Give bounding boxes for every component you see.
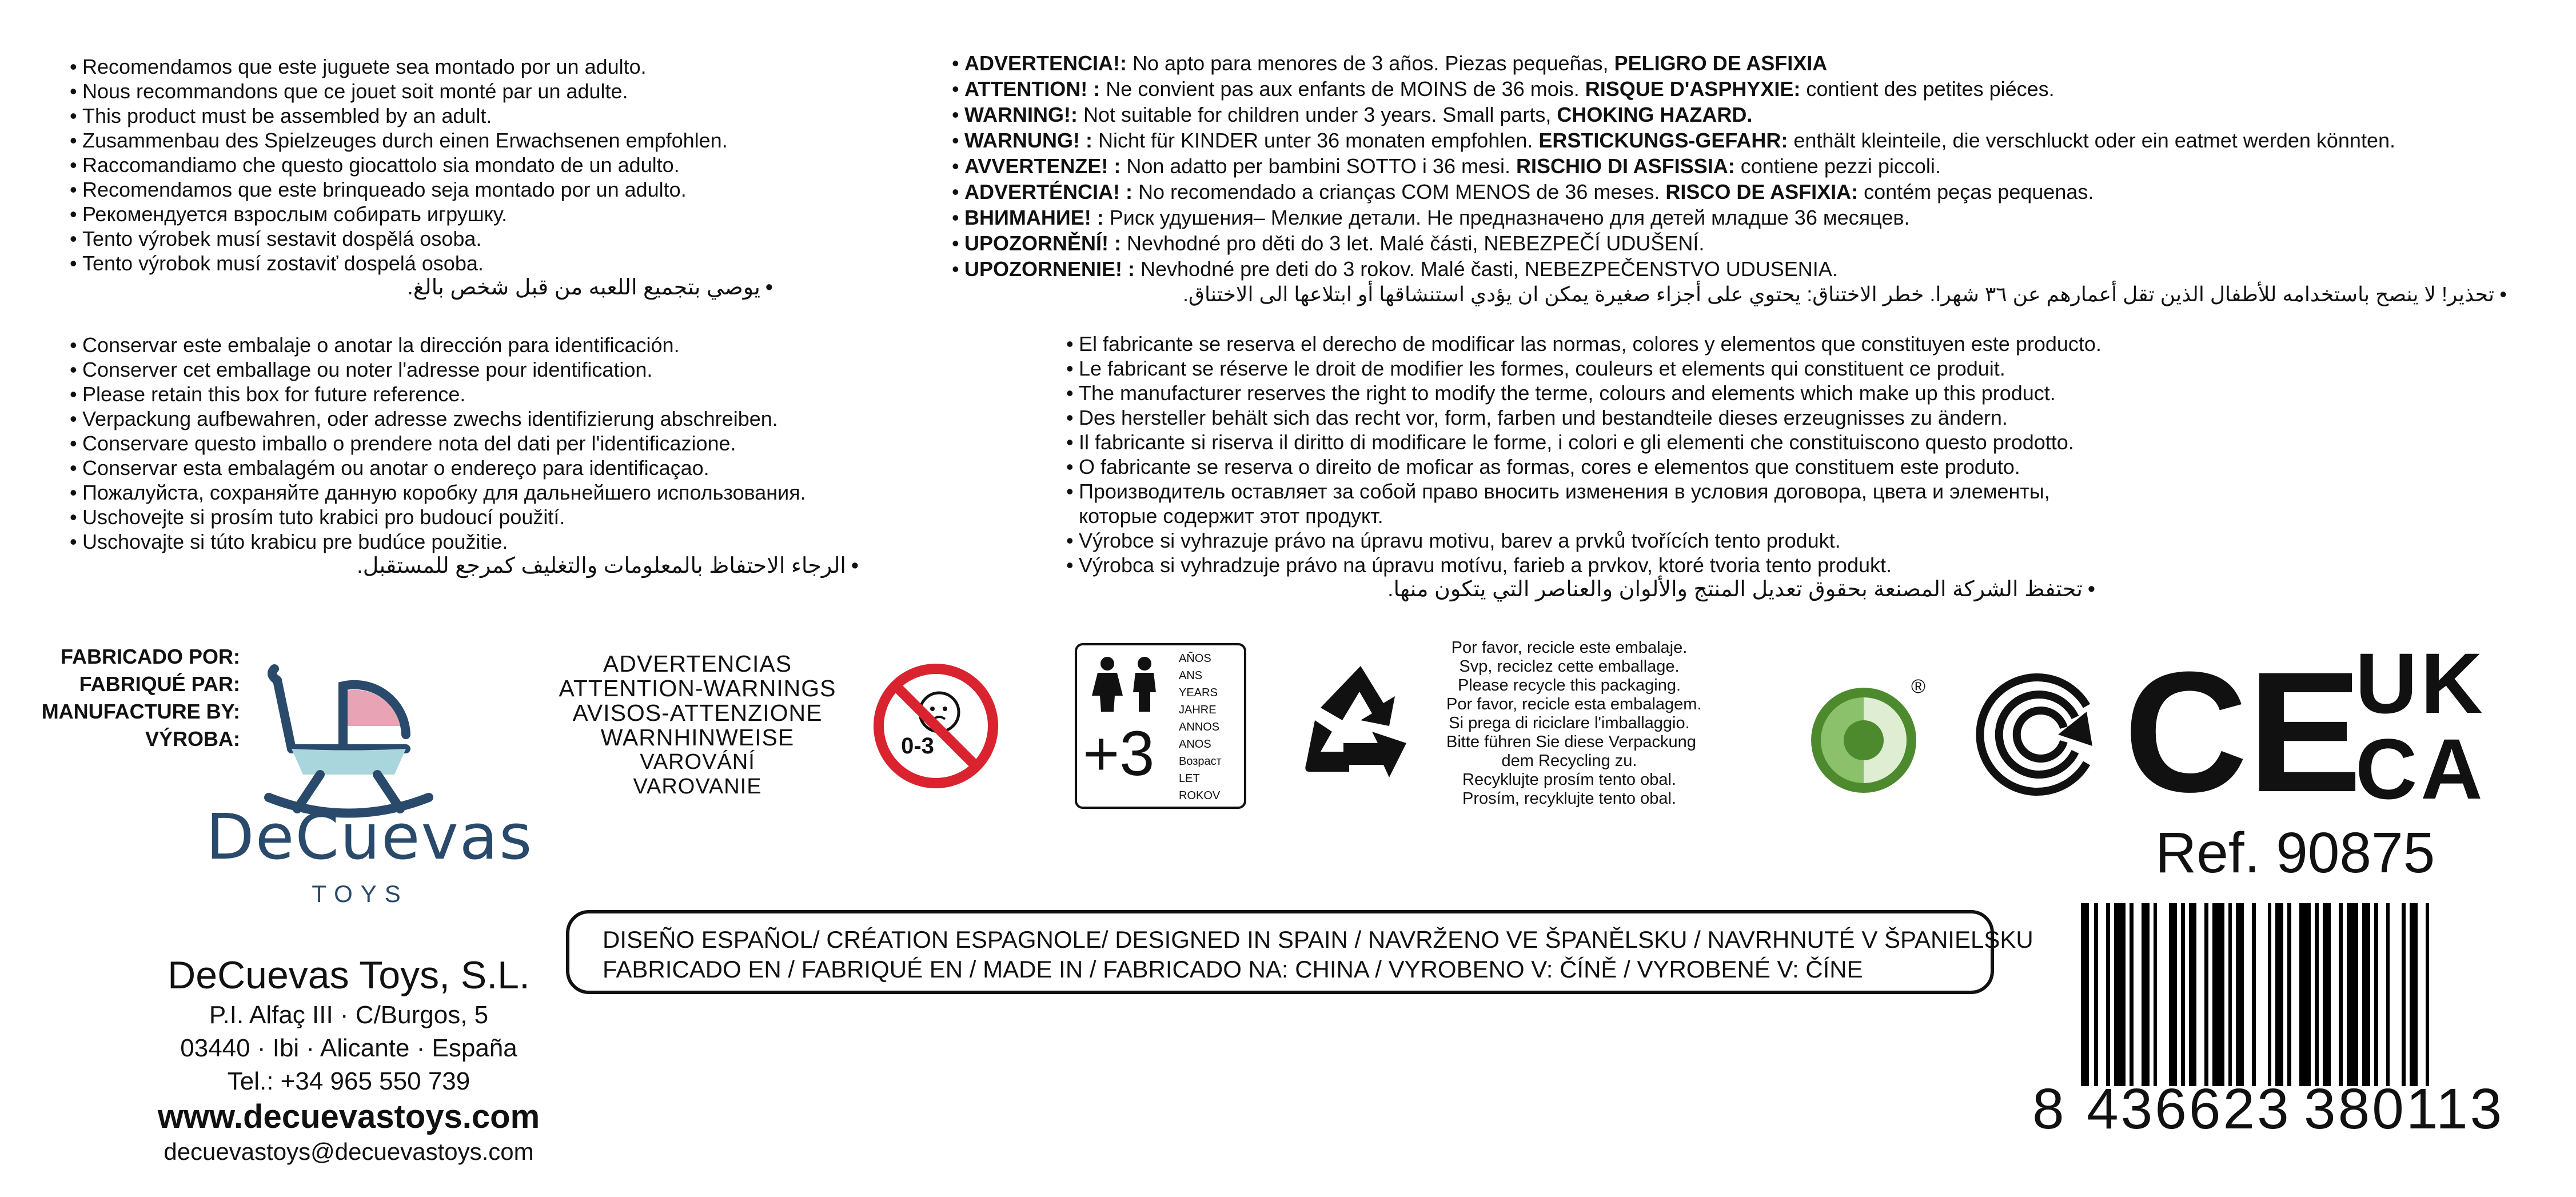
warning-item	[952, 153, 2507, 179]
registered-mark: ®	[1911, 676, 1926, 697]
barcode-bar	[2189, 903, 2197, 1086]
triman-icon	[1972, 666, 2115, 803]
warning-rest: contém peças pequenas.	[1858, 180, 2094, 204]
safety-warnings	[952, 50, 2507, 306]
recycle-line: Prosím, recyklujte tento obal.	[1462, 789, 1676, 808]
ukca-mark	[2355, 635, 2515, 817]
recycle-line: Bitte führen Sie diese Verpackung	[1446, 733, 1696, 751]
recycle-line: Por favor, recicle este embalaje.	[1451, 639, 1688, 657]
warning-item	[952, 205, 2507, 230]
warning-text: Nevhodné pro děti do 3 let. Malé části, NEBEZPEČÍ UDUŠENÍ.	[1121, 232, 1705, 255]
list-item: • O fabricante se reserva o direito de moficar as formas, cores e elementos que constituem este produto.	[1066, 454, 2102, 479]
barcode-bar	[2252, 903, 2256, 1086]
list-item: • Verpackung aufbewahren, oder adresse zwechs identifizierung abschreiben.	[70, 406, 859, 431]
warning-text: Ne convient pas aux enfants de MOINS de 36 mois.	[1100, 77, 1585, 101]
age-lang: YEARS	[1179, 687, 1218, 699]
barcode-bar	[2094, 903, 2098, 1086]
warning-label: ADVERTÉNCIA! :	[964, 180, 1133, 204]
warning-item	[952, 50, 2507, 76]
warning-rest: contient des petites piéces.	[1800, 77, 2055, 101]
company-email[interactable]: decuevastoys@decuevastoys.com	[164, 1138, 534, 1165]
warning-hazard: CHOKING HAZARD.	[1557, 103, 1753, 126]
label-en: MANUFACTURE BY:	[41, 700, 240, 723]
list-item: • Raccomandiamo che questo giocattolo sia mondato de un adulto.	[70, 153, 773, 177]
company-name: DeCuevas Toys, S.L.	[168, 953, 530, 997]
list-item: • Il fabricante si riserva il diritto di modificare le forme, i colori e gli elementi che constituiscono questo prodotto.	[1066, 430, 2102, 454]
list-item: • Conservare questo imballo o prendere nota del dati per l'identificazione.	[70, 431, 859, 456]
manufacturer-rights	[1066, 332, 2102, 602]
logo-sub: TOYS	[312, 880, 409, 907]
age-plus: +3	[1083, 719, 1155, 789]
barcode-bar	[2154, 903, 2158, 1086]
list-item: • Zusammenbau des Spielzeuges durch einen Erwachsenen empfohlen.	[70, 128, 773, 153]
list-item: • This product must be assembled by an adult.	[70, 103, 773, 128]
product-reference: Ref. 90875	[2155, 821, 2435, 885]
age-0-3-prohibited-icon	[872, 662, 1000, 791]
age-badge-text: 0-3	[901, 733, 934, 759]
barcode-bar	[2315, 903, 2319, 1086]
assembly-arabic: • يوصي بتجميع اللعبه من قبل شخص بالغ.	[70, 276, 773, 300]
age-lang: ANOS	[1179, 738, 1211, 751]
barcode-digit-first: 8	[2032, 1077, 2064, 1141]
barcode-bar	[2268, 903, 2272, 1086]
list-item: • Conserver cet emballage ou noter l'adresse pour identification.	[70, 357, 859, 382]
warning-hazard: RISCHIO DI ASFISSIA:	[1516, 154, 1735, 178]
list-item: • Tento výrobok musí zostaviť dospelá osoba.	[70, 251, 773, 276]
warning-text: No apto para menores de 3 años. Piezas pequeñas,	[1127, 51, 1614, 75]
list-item: • Рекомендуется взрослым собирать игрушку.	[70, 202, 773, 226]
barcode-bar	[2236, 903, 2244, 1086]
barcode-bar	[2362, 903, 2370, 1086]
company-address1: P.I. Alfaç III · C/Burgos, 5	[209, 1001, 489, 1029]
age-lang: ROKOV	[1179, 789, 1221, 802]
green-dot-icon	[1809, 676, 1935, 795]
barcode	[2081, 903, 2533, 1086]
list-item: • Conservar este embalaje o anotar la dirección para identificación.	[70, 333, 859, 357]
children-icon	[1087, 656, 1167, 713]
warning-text: Not suitable for children under 3 years. Small parts,	[1077, 103, 1557, 126]
recycle-text	[1446, 639, 1702, 808]
decuevas-logo	[206, 652, 533, 937]
rights-arabic: • تحتفظ الشركة المصنعة بحقوق تعديل المنتج والألوان والعناصر التي يتكون منها.	[1066, 577, 2095, 602]
warnings-header-line: ADVERTENCIAS	[603, 651, 792, 677]
barcode-bar	[2339, 903, 2343, 1086]
origin-made: FABRICADO EN / FABRIQUÉ EN / MADE IN / FABRICADO NA: CHINA / VYROBENO V: ČÍNĚ / VYROBENÉ V: ČÍNE	[603, 956, 1863, 983]
recycle-line: dem Recycling zu.	[1501, 752, 1637, 770]
list-item: • Recomendamos que este brinqueado seja montado por un adulto.	[70, 177, 773, 202]
ukca-bottom: CA	[2355, 721, 2486, 817]
list-item: • Tento výrobek musí sestavit dospělá osoba.	[70, 226, 773, 251]
warning-label: AVVERTENZE! :	[964, 154, 1121, 178]
warning-item	[952, 256, 2507, 282]
barcode-bar	[2374, 903, 2378, 1086]
list-item: • Uschovejte si prosím tuto krabici pro budoucí použití.	[70, 505, 859, 529]
company-phone: Tel.: +34 965 550 739	[227, 1067, 470, 1095]
logo-brand: DeCuevas	[206, 800, 533, 873]
warning-item	[952, 179, 2507, 205]
warnings-header-line: WARNHINWEISE	[600, 724, 795, 751]
recycle-line: Svp, reciclez cette emballage.	[1459, 657, 1680, 676]
warning-hazard: PELIGRO DE ASFIXIA	[1614, 51, 1828, 75]
warnings-header-line: VAROVÁNÍ	[640, 750, 755, 774]
ukca-top: UK	[2355, 635, 2486, 731]
warnings-arabic: • تحذير! لا ينصح باستخدامه للأطفال الذين تقل أعمارهم عن ٣٦ شهرا. خطر الاختناق: يحتوي على أجزاء صغيرة يمكن ان يؤدي استنشاقها أو ابتلاعها الى الاختناق.	[952, 282, 2507, 306]
warning-label: WARNUNG! :	[964, 129, 1092, 152]
origin-box	[566, 910, 2033, 994]
barcode-bar	[2081, 903, 2089, 1086]
warnings-header-line: ATTENTION-WARNINGS	[559, 675, 836, 701]
barcode-bar	[2181, 903, 2185, 1086]
warning-item	[952, 102, 2507, 127]
label-es: FABRICADO POR:	[61, 645, 240, 668]
barcode-bar	[2228, 903, 2232, 1086]
company-web[interactable]: www.decuevastoys.com	[157, 1098, 540, 1135]
age-lang: ANS	[1179, 669, 1203, 682]
age-lang: AÑOS	[1179, 652, 1211, 665]
label-fr: FABRIQUÉ PAR:	[79, 672, 240, 696]
warning-item	[952, 230, 2507, 256]
barcode-bar	[2204, 903, 2208, 1086]
recycle-line: Please recycle this packaging.	[1457, 676, 1681, 695]
barcode-bar	[2106, 903, 2110, 1086]
barcode-bar	[2299, 903, 2311, 1086]
list-item: • Nous recommandons que ce jouet soit monté par un adulte.	[70, 79, 773, 103]
warning-item	[952, 76, 2507, 102]
warning-text: Риск удушения– Мелкие детали. Не предназначено для детей младше 36 месяцев.	[1103, 206, 1910, 229]
warning-hazard: RISQUE D'ASPHYXIE:	[1585, 77, 1801, 101]
barcode-bar	[2130, 903, 2134, 1086]
origin-design: DISEÑO ESPAÑOL/ CRÉATION ESPAGNOLE/ DESIGNED IN SPAIN / NAVRŽENO VE ŠPANĚLSKU / NAVRHNUTÉ V ŠPANIELSKU	[603, 926, 2033, 953]
age-lang: Возраст	[1179, 755, 1222, 768]
barcode-bar	[2287, 903, 2291, 1086]
list-item: • Recomendamos que este juguete sea montado por un adulto.	[70, 54, 773, 79]
warning-label: UPOZORNENIE! :	[964, 257, 1135, 281]
list-item: • Conservar esta embalagém ou anotar o endereço para identificaçao.	[70, 456, 859, 480]
warning-label: ВНИМАНИЕ! :	[964, 206, 1104, 229]
age-lang: ANNOS	[1179, 721, 1220, 733]
warning-item	[952, 127, 2507, 153]
warnings-header-line: VAROVANIE	[633, 775, 762, 799]
packaging-notes	[70, 333, 859, 578]
list-item: • The manufacturer reserves the right to modify the terme, colours and elements which make up this product.	[1066, 381, 2102, 405]
barcode-bar	[2169, 903, 2177, 1086]
recycle-line: Si prega di riciclare l'imballaggio.	[1449, 714, 1690, 732]
warning-label: WARNING!:	[964, 103, 1078, 126]
list-item-continuation: которые содержит этот продукт.	[1079, 504, 1383, 528]
barcode-bar	[2275, 903, 2283, 1086]
list-item: • Пожалуйста, сохраняйте данную коробку для дальнейшего использования.	[70, 480, 859, 505]
list-item: • Производитель оставляет за собой право вносить изменения в условия договора, цвета и элементы,	[1066, 479, 2102, 504]
warning-hazard: RISCO DE ASFIXIA:	[1665, 180, 1859, 204]
barcode-bar	[2212, 903, 2224, 1086]
barcode-group1: 436623	[2087, 1077, 2291, 1141]
list-item: • Des hersteller behält sich das recht vor, form, farben und bestandteile dieses erzeugnisses zu ändern.	[1066, 405, 2102, 430]
assembly-list	[70, 54, 773, 276]
age-3-plus-box	[1075, 643, 1246, 809]
warning-text: Nicht für KINDER unter 36 monaten empfohlen.	[1092, 129, 1539, 152]
barcode-bar	[2347, 903, 2359, 1086]
warnings-header	[537, 652, 858, 799]
warning-rest: contiene pezzi piccoli.	[1734, 154, 1941, 178]
list-item: • Le fabricant se réserve le droit de modifier les formes, couleurs et elements qui constituent ce produit.	[1066, 356, 2102, 381]
list-item: • Výrobce si vyhrazuje právo na úpravu motivu, barev a prvků tvořících tento produkt.	[1066, 528, 2102, 553]
age-langs	[1179, 650, 1222, 804]
barcode-bar	[2114, 903, 2126, 1086]
warning-text: Non adatto per bambini SOTTO i 36 mesi.	[1120, 154, 1516, 178]
company-address2: 03440 · Ibi · Alicante · España	[180, 1034, 517, 1062]
recycle-icon	[1298, 657, 1423, 783]
barcode-group2: 380113	[2304, 1077, 2505, 1141]
list-item: • Uschovajte si túto krabicu pre budúce použitie.	[70, 529, 859, 554]
packaging-arabic: • الرجاء الاحتفاظ بالمعلومات والتغليف كمرجع للمستقبل.	[70, 554, 859, 578]
ce-mark: CE	[2124, 636, 2362, 828]
warning-text: Nevhodné pre deti do 3 rokov. Malé časti, NEBEZPEČENSTVO UDUSENIA.	[1135, 257, 1838, 281]
list-item: • Výrobca si vyhradzuje právo na úpravu motívu, farieb a prvkov, ktoré tvoria tento produkt.	[1066, 553, 2102, 577]
age-lang: JAHRE	[1179, 704, 1217, 716]
barcode-bar	[2402, 903, 2406, 1086]
company-info	[126, 952, 572, 1168]
barcode-bar	[2323, 903, 2331, 1086]
barcode-bar	[2142, 903, 2150, 1086]
recycle-line: Por favor, recicle esta embalagem.	[1446, 695, 1702, 713]
label-cz: VÝROBA:	[145, 727, 240, 751]
warning-label: UPOZORNĚNÍ! :	[964, 232, 1121, 255]
list-item: • Please retain this box for future reference.	[70, 382, 859, 406]
assembly-notes	[70, 54, 773, 300]
warning-label: ADVERTENCIA!:	[964, 51, 1127, 75]
warnings-header-line: AVISOS-ATTENZIONE	[572, 700, 823, 726]
barcode-bar	[2426, 903, 2430, 1086]
warning-text: No recomendado a crianças COM MENOS de 36 meses.	[1133, 180, 1666, 204]
warning-label: ATTENTION! :	[964, 77, 1100, 101]
list-item: • El fabricante se reserva el derecho de modificar las normas, colores y elementos que constituyen este producto.	[1066, 332, 2102, 356]
barcode-bar	[2386, 903, 2390, 1086]
warning-hazard: ERSTICKUNGS-GEFAHR:	[1538, 129, 1788, 152]
barcode-bar	[2410, 903, 2418, 1086]
age-lang: LET	[1179, 772, 1200, 785]
warning-rest: enthält kleinteile, die verschluckt oder ein eatmet werden könnten.	[1788, 129, 2395, 152]
recycle-line: Recyklujte prosím tento obal.	[1462, 771, 1676, 789]
